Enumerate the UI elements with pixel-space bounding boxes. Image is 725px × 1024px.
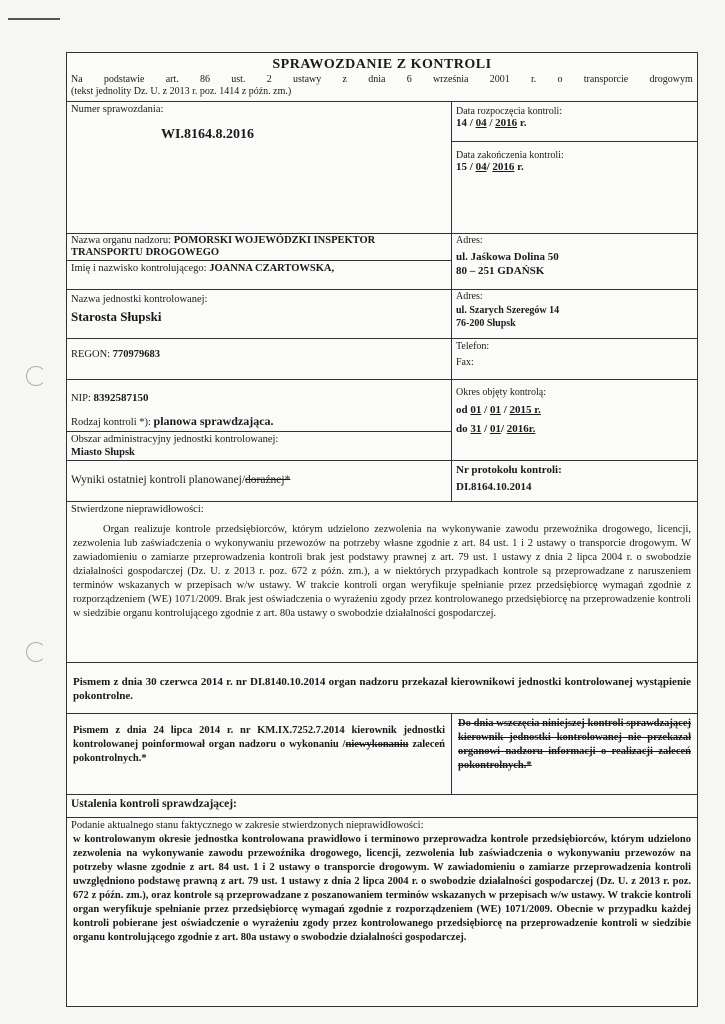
response-left-text: Pismem z dnia 24 lipca 2014 r. nr KM.IX.7252.7.2014 kierownik jednostki kontrolowanej poinformował organ nadzoru o wykonaniu /niewykonaniu zaleceń pokontrolnych.* — [73, 725, 445, 764]
regon: REGON: 770979683 — [71, 349, 160, 360]
legal-basis-word: drogowym — [649, 74, 693, 85]
legal-basis-word: transporcie — [583, 74, 629, 85]
legal-basis-line2: (tekst jednolity Dz. U. z 2013 r. poz. 1414 z późn. zm.) — [71, 86, 292, 97]
legal-basis-word: ust. — [231, 74, 246, 85]
punch-hole — [26, 642, 46, 662]
unit-address-line2: 76-200 Słupsk — [456, 318, 516, 329]
post-control-section — [67, 663, 697, 714]
regon-section — [67, 339, 697, 380]
legal-basis-word: 86 — [200, 74, 211, 85]
post-control-text: Pismem z dnia 30 czerwca 2014 r. nr DI.8140.10.2014 organ nadzoru przekazał kierownikowi jednostki kontrolowanej wystąpienie pokontrolne. — [73, 676, 691, 702]
start-date-value: 14 / 04 / 2016 r. — [456, 117, 527, 129]
authority-address-line1: ul. Jaśkowa Dolina 50 — [456, 251, 559, 263]
findings-header — [67, 795, 697, 818]
period-from: od 01 / 01 / 2015 r. — [456, 404, 541, 416]
fax-label: Fax: — [456, 357, 474, 368]
control-details-section — [67, 380, 697, 461]
response-section — [67, 714, 697, 795]
legal-basis-word: o — [557, 74, 563, 85]
response-right-text: Do dnia wszczęcia niniejszej kontroli sprawdzającej kierownik jednostki kontrolowanej nie przekazał organowi nadzoru informacji o realizacji zaleceń pokontrolnych.* — [458, 718, 691, 771]
header-section — [67, 53, 697, 102]
unit-section — [67, 290, 697, 339]
legal-basis-word: 6 — [406, 74, 412, 85]
control-type: Rodzaj kontroli *): planowa sprawdzająca. — [67, 408, 451, 432]
legal-basis-word: art. — [165, 74, 179, 85]
end-date-block — [452, 142, 697, 173]
start-date-block — [452, 102, 697, 142]
end-date-value: 15 / 04/ 2016 r. — [456, 161, 524, 173]
legal-basis-word: 2 — [266, 74, 272, 85]
authority-name: Nazwa organu nadzoru: POMORSKI WOJEWÓDZKI INSPEKTOR TRANSPORTU DROGOWEGO — [67, 234, 451, 261]
end-date-label: Data zakończenia kontroli: — [456, 150, 564, 161]
report-number-section — [67, 102, 697, 234]
unit-name-label: Nazwa jednostki kontrolowanej: — [71, 294, 208, 305]
punch-hole — [26, 366, 46, 386]
phone-label: Telefon: — [456, 341, 490, 352]
unit-name-value: Starosta Słupski — [71, 309, 162, 324]
legal-basis-word: r. — [531, 74, 537, 85]
irregularities-label: Stwierdzone nieprawidłowości: — [71, 504, 204, 515]
legal-basis-word: Na — [71, 74, 83, 85]
admin-area: Obszar administracyjny jednostki kontrolowanej: Miasto Słupsk — [71, 434, 279, 458]
report-number-label: Numer sprawozdania: — [71, 104, 164, 115]
legal-basis-word: ustawy — [292, 74, 322, 85]
authority-address-line2: 80 – 251 GDAŃSK — [456, 265, 545, 277]
nip: NIP: 8392587150 — [71, 392, 149, 404]
start-date-label: Data rozpoczęcia kontroli: — [456, 106, 563, 117]
legal-basis — [67, 73, 697, 101]
last-control-section — [67, 461, 697, 502]
scan-mark — [8, 18, 60, 20]
authority-section — [67, 234, 697, 290]
legal-basis-line1 — [71, 74, 693, 86]
legal-basis-word: podstawie — [103, 74, 145, 85]
inspector-name: Imię i nazwisko kontrolującego: JOANNA CZARTOWSKA, — [71, 263, 335, 274]
authority-address-label: Adres: — [456, 235, 483, 246]
period-label: Okres objęty kontrolą: — [456, 387, 546, 398]
legal-basis-word: dnia — [368, 74, 386, 85]
report-form — [66, 52, 698, 1007]
unit-address-line1: ul. Szarych Szeregów 14 — [456, 305, 560, 316]
findings-section — [67, 818, 697, 1006]
irregularities-section — [67, 502, 697, 663]
protocol-label: Nr protokołu kontroli: — [456, 464, 562, 476]
report-number-value: WI.8164.8.2016 — [161, 127, 254, 142]
legal-basis-word: 2001 — [489, 74, 510, 85]
findings-intro: Podanie aktualnego stanu faktycznego w zakresie stwierdzonych nieprawidłowości: — [71, 820, 424, 831]
legal-basis-word: z — [342, 74, 347, 85]
findings-text: w kontrolowanym okresie jednostka kontrolowana prawidłowo i terminowo przeprowadza kontrole przedsiębiorców, którym udzielono zezwolenia na wykonywanie zawodu przewoźnika drogowego, licencji, zezwolenia lub zaświadczenia o wykonywaniu przewozów na potrzeby własne zgodnie z art. 84 ust. 1 i 2 ustawy o transporcie drogowym. W zawiadomieniu o zamiarze przeprowadzenia kontroli uwzględniono podstawę prawną z art. 79 ust. 1 ustawy z dnia 2 lipca 2004 r. o swobodzie działalności gospodarczej (Dz. U. z 2013 r. poz. 672 z późn. zm.), oraz kontrole są przeprowadzane z poszanowaniem terminów wskazanych w przepisach w/w ustawy. W trakcie kontroli organ weryfikuje spełnianie przez przedsiębiorcę wymagań zgodnie z rozporządzeniem (WE) 1071/2009. Obecnie w przypadku każdej kontroli pobierane jest oświadczenie o wyrażeniu zgody przez kontrolowanego przedsiębiorcę na przeprowadzenie kontroli w siedzibie organu kontrolującego zgodnie z art. 80a ustawy o swobodzie działalności gospodarczej. — [73, 834, 691, 943]
last-control-label: Wyniki ostatniej kontroli planowanej/doraźnej* — [71, 474, 291, 486]
period-to: do 31 / 01/ 2016r. — [456, 423, 536, 435]
irregularities-text: Organ realizuje kontrole przedsiębiorców, którym udzielono zezwolenia na wykonywanie zawodu przewoźnika drogowego, licencji, zezwolenia lub zaświadczenia o wykonywaniu przewozów na potrzeby własne zgodnie z art. 84 ust. 1 i 2 ustawy o transporcie drogowym. W zawiadomieniu o zamiarze przeprowadzenia kontroli brak jest podstawy prawnej z art. 79 ust. 1 ustawy z dnia 2 lipca 2004 r. o swobodzie działalności gospodarczej (Dz. U. z 2013 r. poz. 672 z późn. zm.), a w niektórych przypadkach kontrole są przeprowadzane z naruszeniem terminów wskazanych w przepisach w/w ustawy. W trakcie kontroli organ weryfikuje spełnianie przez przedsiębiorcę wymagań zgodnie z rozporządzeniem (WE) 1071/2009. Brak jest oświadczenia o wyrażeniu zgody przez kontrolowanego przedsiębiorcę na przeprowadzenie kontroli w siedzibie organu kontrolującego zgodnie z art. 80a ustawy o swobodzie działalności gospodarczej. — [73, 524, 691, 619]
document-title: SPRAWOZDANIE Z KONTROLI — [272, 57, 492, 72]
legal-basis-word: września — [432, 74, 469, 85]
unit-address-label: Adres: — [456, 291, 483, 302]
protocol-value: DI.8164.10.2014 — [456, 481, 532, 493]
findings-label: Ustalenia kontroli sprawdzającej: — [71, 798, 237, 810]
